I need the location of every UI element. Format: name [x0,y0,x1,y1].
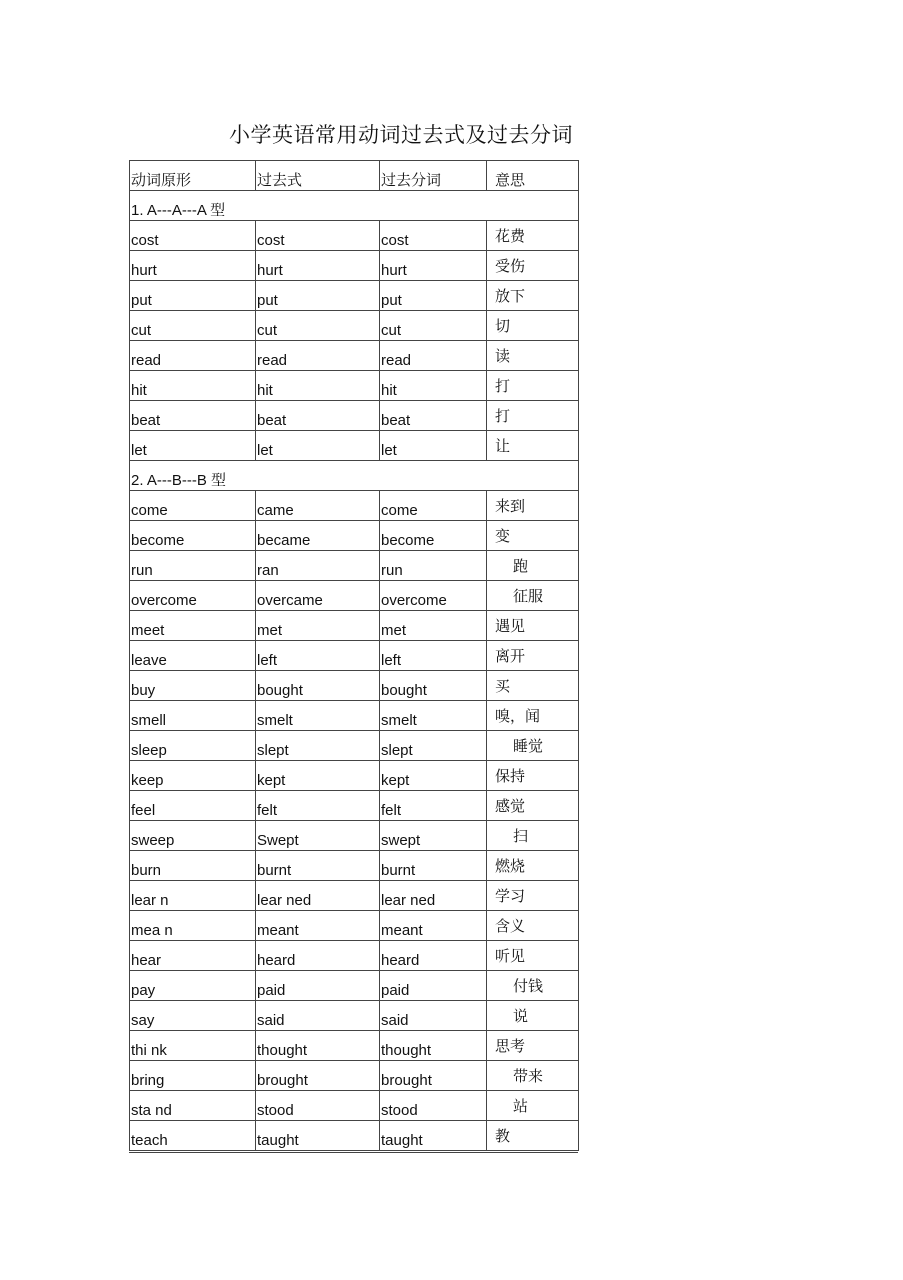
group-row [130,191,579,221]
cell-past-participle: kept [380,761,487,791]
cell-base-form: bring [130,1061,256,1091]
cell-base-form: burn [130,851,256,881]
cell-meaning: 变 [487,521,579,551]
cell-past-tense: overcame [256,581,380,611]
table-row [130,641,579,671]
cell-past-tense: met [256,611,380,641]
cell-meaning: 教 [487,1121,579,1151]
cell-past-tense: brought [256,1061,380,1091]
cell-base-form: meet [130,611,256,641]
table-row [130,941,579,971]
table-row [130,371,579,401]
verb-table [129,160,579,1151]
cell-meaning: 来到 [487,491,579,521]
cell-past-participle: left [380,641,487,671]
cell-past-tense: Swept [256,821,380,851]
cell-past-tense: kept [256,761,380,791]
cell-past-tense: ran [256,551,380,581]
table-row [130,761,579,791]
cell-base-form: thi nk [130,1031,256,1061]
cell-past-tense: bought [256,671,380,701]
cell-base-form: smell [130,701,256,731]
cell-meaning: 遇见 [487,611,579,641]
cell-past-tense: paid [256,971,380,1001]
table-row [130,251,579,281]
table-row [130,731,579,761]
cell-base-form: say [130,1001,256,1031]
cell-past-tense: felt [256,791,380,821]
cell-base-form: leave [130,641,256,671]
cell-base-form: overcome [130,581,256,611]
cell-past-participle: met [380,611,487,641]
cell-past-participle: run [380,551,487,581]
cell-base-form: let [130,431,256,461]
cell-base-form: cost [130,221,256,251]
cell-past-participle: stood [380,1091,487,1121]
cell-past-participle: paid [380,971,487,1001]
cell-past-participle: thought [380,1031,487,1061]
cell-base-form: cut [130,311,256,341]
cell-base-form: mea n [130,911,256,941]
cell-meaning: 打 [487,371,579,401]
cell-past-participle: cut [380,311,487,341]
cell-meaning: 跑 [487,551,579,581]
cell-base-form: teach [130,1121,256,1151]
cell-past-participle: overcome [380,581,487,611]
cell-past-participle: heard [380,941,487,971]
cell-past-participle: lear ned [380,881,487,911]
cell-meaning: 花费 [487,221,579,251]
cell-past-tense: read [256,341,380,371]
cell-past-participle: hurt [380,251,487,281]
cell-past-tense: let [256,431,380,461]
cell-base-form: sta nd [130,1091,256,1121]
cell-past-tense: taught [256,1121,380,1151]
group-label: 1. A---A---A 型 [130,191,579,221]
cell-past-tense: left [256,641,380,671]
cell-meaning: 受伤 [487,251,579,281]
table-row [130,791,579,821]
table-row [130,911,579,941]
table-row [130,671,579,701]
group-label: 2. A---B---B 型 [130,461,579,491]
cell-base-form: sleep [130,731,256,761]
cell-past-participle: smelt [380,701,487,731]
cell-meaning: 带来 [487,1061,579,1091]
cell-meaning: 燃烧 [487,851,579,881]
table-row [130,1031,579,1061]
cell-base-form: feel [130,791,256,821]
cell-base-form: run [130,551,256,581]
cell-past-tense: heard [256,941,380,971]
table-row [130,581,579,611]
cell-past-tense: burnt [256,851,380,881]
cell-base-form: lear n [130,881,256,911]
cell-meaning: 打 [487,401,579,431]
cell-meaning: 说 [487,1001,579,1031]
cell-meaning: 感觉 [487,791,579,821]
header-past-participle: 过去分词 [380,161,487,191]
cell-meaning: 切 [487,311,579,341]
cell-past-tense: meant [256,911,380,941]
group-row [130,461,579,491]
cell-past-tense: thought [256,1031,380,1061]
table-row [130,881,579,911]
cell-meaning: 付钱 [487,971,579,1001]
cell-past-tense: became [256,521,380,551]
cell-past-tense: hurt [256,251,380,281]
cell-meaning: 读 [487,341,579,371]
cell-base-form: beat [130,401,256,431]
cell-past-participle: beat [380,401,487,431]
cell-past-participle: let [380,431,487,461]
cell-past-tense: smelt [256,701,380,731]
cell-meaning: 买 [487,671,579,701]
cell-meaning: 离开 [487,641,579,671]
verb-table-body [130,161,579,1151]
cell-meaning: 思考 [487,1031,579,1061]
cell-past-participle: read [380,341,487,371]
table-row [130,281,579,311]
cell-base-form: come [130,491,256,521]
cell-base-form: hurt [130,251,256,281]
cell-past-tense: slept [256,731,380,761]
table-bottom-rule [129,1152,578,1153]
table-row [130,611,579,641]
cell-meaning: 让 [487,431,579,461]
cell-meaning: 听见 [487,941,579,971]
header-base-form: 动词原形 [130,161,256,191]
cell-past-tense: hit [256,371,380,401]
cell-past-tense: said [256,1001,380,1031]
table-header-row [130,161,579,191]
table-row [130,491,579,521]
cell-past-participle: swept [380,821,487,851]
cell-past-tense: beat [256,401,380,431]
cell-past-tense: cost [256,221,380,251]
cell-base-form: hear [130,941,256,971]
cell-base-form: put [130,281,256,311]
table-row [130,221,579,251]
cell-base-form: read [130,341,256,371]
cell-past-tense: lear ned [256,881,380,911]
table-row [130,1001,579,1031]
cell-past-tense: came [256,491,380,521]
table-row [130,1061,579,1091]
cell-meaning: 含义 [487,911,579,941]
cell-past-participle: come [380,491,487,521]
table-row [130,431,579,461]
table-row [130,1121,579,1151]
cell-past-participle: bought [380,671,487,701]
cell-base-form: pay [130,971,256,1001]
cell-past-participle: hit [380,371,487,401]
cell-meaning: 站 [487,1091,579,1121]
cell-meaning: 扫 [487,821,579,851]
cell-meaning: 嗅，闻 [487,701,579,731]
cell-past-tense: stood [256,1091,380,1121]
cell-past-participle: said [380,1001,487,1031]
page-title: 小学英语常用动词过去式及过去分词 [229,123,573,147]
table-row [130,401,579,431]
cell-base-form: hit [130,371,256,401]
cell-meaning: 睡觉 [487,731,579,761]
table-row [130,701,579,731]
table-row [130,1091,579,1121]
header-meaning: 意思 [487,161,579,191]
cell-meaning: 征服 [487,581,579,611]
header-past-tense: 过去式 [256,161,380,191]
cell-past-participle: cost [380,221,487,251]
cell-past-tense: put [256,281,380,311]
cell-past-participle: meant [380,911,487,941]
table-row [130,551,579,581]
table-row [130,821,579,851]
cell-base-form: keep [130,761,256,791]
cell-past-tense: cut [256,311,380,341]
cell-meaning: 学习 [487,881,579,911]
cell-past-participle: put [380,281,487,311]
cell-past-participle: felt [380,791,487,821]
table-row [130,341,579,371]
table-row [130,521,579,551]
table-row [130,971,579,1001]
cell-meaning: 放下 [487,281,579,311]
cell-meaning: 保持 [487,761,579,791]
cell-base-form: buy [130,671,256,701]
cell-past-participle: burnt [380,851,487,881]
cell-past-participle: slept [380,731,487,761]
cell-past-participle: taught [380,1121,487,1151]
cell-base-form: sweep [130,821,256,851]
table-row [130,851,579,881]
cell-base-form: become [130,521,256,551]
cell-past-participle: brought [380,1061,487,1091]
table-row [130,311,579,341]
cell-past-participle: become [380,521,487,551]
